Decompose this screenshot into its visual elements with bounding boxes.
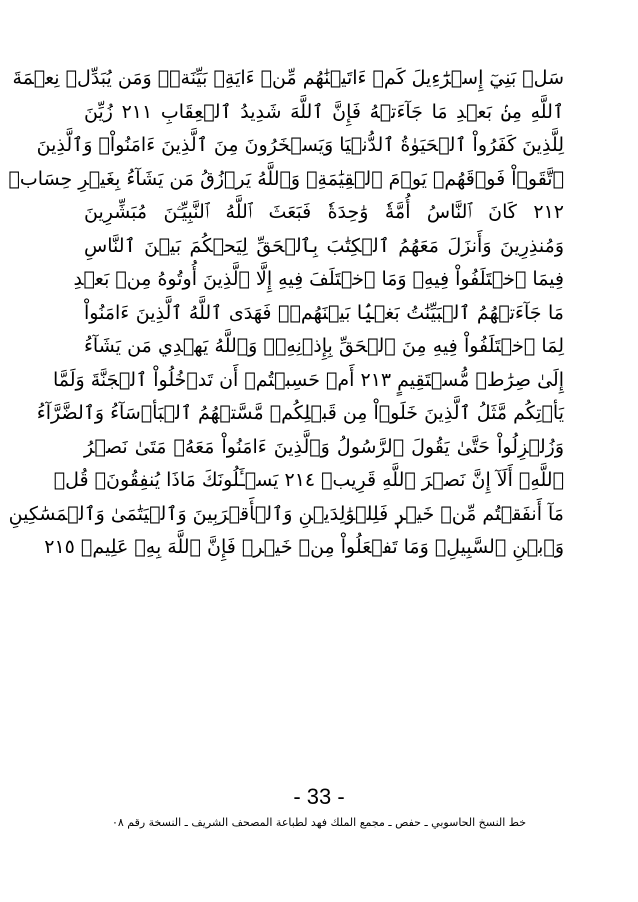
verse-line: وَمُنذِرِينَ وَأَنزَلَ مَعَهُمُ ٱلۡكِتَٰبَ بِٱلۡحَقِّ لِيَحۡكُمَ بَيۡنَ ٱلنَّاسِ — [84, 234, 564, 257]
verse-line: مَا جَآءَتۡهُمُ ٱلۡبَيِّنَٰتُ بَغۡيَۢا بَيۡنَهُمۡۖ فَهَدَى ٱللَّهُ ٱلَّذِينَ ءَامَنُواْ — [84, 301, 564, 324]
verse-line: وَزُلۡزِلُواْ حَتَّىٰ يَقُولَ ٱلرَّسُولُ وَٱلَّذِينَ ءَامَنُواْ مَعَهُۥ مَتَىٰ نَصۡرُ — [84, 435, 564, 458]
verse-line: سَلۡ بَنِيٓ إِسۡرَٰٓءِيلَ كَمۡ ءَاتَيۡنَٰهُم مِّنۡ ءَايَةِۭ بَيِّنَةٖۗ وَمَن يُبَدِّلۡ نِعۡمَةَ — [12, 67, 564, 89]
verse-line: إِلَىٰ صِرَٰطٖ مُّسۡتَقِيمٍ ٢١٣ أَمۡ حَسِبۡتُمۡ أَن تَدۡخُلُواْ ٱلۡجَنَّةَ وَلَمَّا — [52, 368, 564, 391]
verse-line: لِمَا ٱخۡتَلَفُواْ فِيهِ مِنَ ٱلۡحَقِّ بِإِذۡنِهِۦۗ وَٱللَّهُ يَهۡدِي مَن يَشَآءُ — [84, 335, 564, 357]
verse-line: وَٱبۡنِ ٱلسَّبِيلِۗ وَمَا تَفۡعَلُواْ مِنۡ خَيۡرٖ فَإِنَّ ٱللَّهَ بِهِۦ عَلِيمٞ ٢١٥ — [44, 536, 564, 558]
verse-line: يَأۡتِكُم مَّثَلُ ٱلَّذِينَ خَلَوۡاْ مِن قَبۡلِكُمۖ مَّسَّتۡهُمُ ٱلۡبَأۡسَآءُ وَٱلضَّرَّآءُ — [36, 402, 564, 424]
verses-block — [8, 62, 565, 565]
footer-caption: خط النسخ الحاسوبي ـ حفص ـ مجمع الملك فهد لطباعة المصحف الشريف ـ النسخة رقم ٠٨ — [111, 816, 527, 829]
verse-line: ٱللَّهِۗ أَلَآ إِنَّ نَصۡرَ ٱللَّهِ قَرِيبٞ ٢١٤ يَسۡـَٔلُونَكَ مَاذَا يُنفِقُونَۖ قُلۡ — [53, 469, 564, 491]
verse-line: مَآ أَنفَقۡتُم مِّنۡ خَيۡرٖ فَلِلۡوَٰلِدَيۡنِ وَٱلۡأَقۡرَبِينَ وَٱلۡيَتَٰمَىٰ وَٱلۡمَسَٰكِينِ — [8, 502, 564, 525]
verse-line: ٱتَّقَوۡاْ فَوۡقَهُمۡ يَوۡمَ ٱلۡقِيَٰمَةِۗ وَٱللَّهُ يَرۡزُقُ مَن يَشَآءُ بِغَيۡرِ حِسَابٖ — [8, 167, 564, 190]
verse-line: فِيمَا ٱخۡتَلَفُواْ فِيهِۚ وَمَا ٱخۡتَلَفَ فِيهِ إِلَّا ٱلَّذِينَ أُوتُوهُ مِنۢ بَعۡدِ — [73, 268, 564, 290]
verse-line: لِلَّذِينَ كَفَرُواْ ٱلۡحَيَوٰةُ ٱلدُّنۡيَا وَيَسۡخَرُونَ مِنَ ٱلَّذِينَ ءَامَنُواْۘ وَٱلَّذِينَ — [36, 134, 564, 156]
page-number: - 33 - — [293, 784, 345, 809]
verse-line: ٱللَّهِ مِنۢ بَعۡدِ مَا جَآءَتۡهُ فَإِنَّ ٱللَّهَ شَدِيدُ ٱلۡعِقَابِ ٢١١ زُيِّنَ — [84, 100, 565, 123]
verse-line: ٢١٢ كَانَ ٱلنَّاسُ أُمَّةٗ وَٰحِدَةٗ فَبَعَثَ ٱللَّهُ ٱلنَّبِيِّـۧنَ مُبَشِّرِينَ — [84, 201, 564, 223]
